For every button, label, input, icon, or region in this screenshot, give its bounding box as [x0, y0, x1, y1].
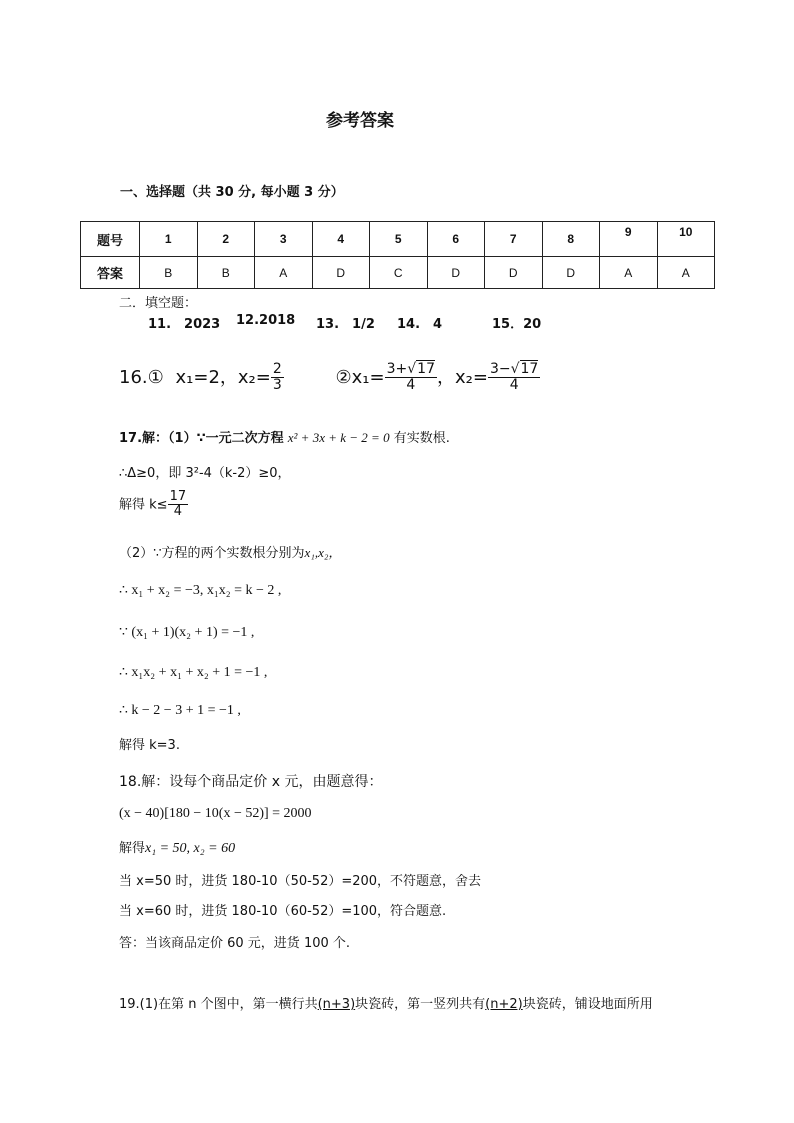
- table-cell-number: 4: [312, 222, 370, 257]
- q17-line8: ∴ k − 2 − 3 + 1 = −1 ,: [119, 703, 241, 718]
- table-header-number: 题号: [81, 222, 140, 257]
- q17-line6: ∵ (x₁ + 1)(x₂ + 1) = −1 ,: [119, 625, 255, 640]
- fill-answer-12: 12.2018: [236, 313, 296, 328]
- section1-heading: 一、选择题（共 30 分, 每小题 3 分）: [120, 185, 344, 200]
- table-cell-answer: C: [370, 257, 428, 289]
- q16-fraction-1: $\frac{2}{3}$: [272, 361, 282, 394]
- table-cell-answer: B: [197, 257, 255, 289]
- table-cell-answer: B: [140, 257, 198, 289]
- q17-line5: ∴ x₁ + x₂ = −3, x₁x₂ = k − 2 ,: [119, 583, 282, 598]
- q17-line4: （2）∵方程的两个实数根分别为x₁,x₂，: [119, 545, 342, 561]
- table-cell-answer: D: [485, 257, 543, 289]
- q16-fraction-3: $\frac{3-√17}{4}$: [489, 361, 539, 394]
- answer-table: [80, 221, 715, 289]
- q17-line2: ∴Δ≥0，即 3²-4（k-2）≥0，: [119, 466, 291, 481]
- table-cell-number: 2: [197, 222, 255, 257]
- table-cell-number: 10: [657, 222, 715, 257]
- table-cell-answer: D: [312, 257, 370, 289]
- table-header-answer: 答案: [81, 257, 140, 289]
- q16-line: [119, 362, 540, 394]
- q18-line2: (x − 40)[180 − 10(x − 52)] = 2000: [119, 806, 312, 821]
- fill-answer-11: 11. 2023: [148, 317, 221, 332]
- table-cell-number: 9: [600, 222, 658, 257]
- q16-part2: ②x₁=: [335, 366, 385, 388]
- q16-x1-x2: x₁=2，x₂=: [175, 366, 271, 388]
- section2-heading: 二．填空题：: [119, 296, 198, 311]
- q18-line3: 解得x₁ = 50, x₂ = 60: [119, 841, 236, 856]
- fill-answer-14: 14. 4: [397, 317, 443, 332]
- q18-line1: 18.解：设每个商品定价 x 元，由题意得：: [119, 774, 383, 790]
- table-cell-answer: A: [255, 257, 313, 289]
- table-cell-answer: D: [427, 257, 485, 289]
- table-cell-number: 8: [542, 222, 600, 257]
- table-row-answers: [81, 257, 715, 289]
- table-cell-number: 1: [140, 222, 198, 257]
- table-cell-number: 3: [255, 222, 313, 257]
- table-cell-answer: A: [600, 257, 658, 289]
- page-title: 参考答案: [326, 111, 394, 131]
- fill-answer-13: 13. 1/2: [316, 317, 375, 332]
- table-cell-answer: A: [657, 257, 715, 289]
- q16-sep: ，x₂=: [437, 366, 488, 388]
- q19-line1: 19.(1)在第 n 个图中，第一横行共(n+3)块瓷砖，第一竖列共有(n+2)块瓷砖，铺设地面所用: [119, 997, 653, 1012]
- q17-fraction: $\frac{17}{4}$: [169, 489, 187, 520]
- table-cell-number: 5: [370, 222, 428, 257]
- q16-fraction-2: $\frac{3+√17}{4}$: [386, 361, 435, 394]
- q17-line7: ∴ x₁x₂ + x₁ + x₂ + 1 = −1 ,: [119, 665, 268, 680]
- table-cell-answer: D: [542, 257, 600, 289]
- q17-line1: 17.解：（1）∵一元二次方程 x² + 3x + k − 2 = 0 有实数根.: [119, 430, 450, 446]
- fill-answer-15: 15．20: [492, 317, 542, 332]
- table-row-numbers: [81, 222, 715, 257]
- q17-line9: 解得 k=3.: [119, 738, 180, 753]
- q18-line4: 当 x=50 时，进货 180-10（50-52）=200，不符题意，舍去: [119, 874, 482, 889]
- table-cell-number: 7: [485, 222, 543, 257]
- table-cell-number: 6: [427, 222, 485, 257]
- q18-line5: 当 x=60 时，进货 180-10（60-52）=100，符合题意.: [119, 904, 447, 919]
- q18-line6: 答：当该商品定价 60 元，进货 100 个.: [119, 936, 351, 951]
- q17-line3: 解得 k≤ $\frac{17}{4}$: [119, 489, 187, 520]
- q16-prefix: 16.①: [119, 366, 164, 388]
